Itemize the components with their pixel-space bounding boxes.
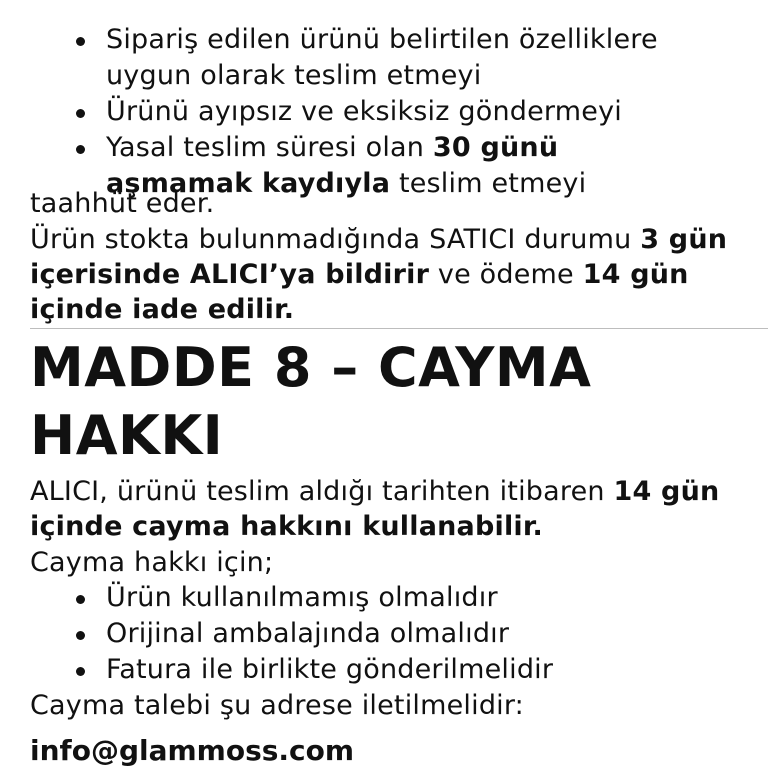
delivery-text-post: teslim etmeyi: [390, 168, 587, 199]
withdrawal-text-bold: 14 gün içinde cayma hakkını kullanabilir.: [30, 476, 720, 542]
stock-text-bold-2: 14 gün içinde iade edilir.: [30, 259, 689, 325]
contact-email[interactable]: info@glammoss.com: [30, 734, 355, 767]
withdrawal-paragraph: [30, 474, 750, 544]
commitment-text: taahhüt eder.: [30, 188, 215, 219]
address-intro: Cayma talebi şu adrese iletilmelidir:: [30, 690, 524, 721]
stock-text-mid: ve ödeme: [429, 259, 583, 290]
delivery-text-pre: Yasal teslim süresi olan: [106, 132, 433, 163]
stock-paragraph: [30, 222, 750, 327]
withdrawal-text-pre: ALICI, ürünü teslim aldığı tarihten itibaren: [30, 476, 614, 507]
list-item: Ürün kullanılmamış olmalıdır: [0, 580, 706, 616]
list-item: Ürünü ayıpsız ve eksiksiz göndermeyi: [0, 94, 706, 130]
section-divider: [30, 328, 768, 329]
stock-text-pre: Ürün stokta bulunmadığında SATICI durumu: [30, 224, 641, 255]
list-item-cutoff: [0, 0, 706, 22]
section-heading: MADDE 8 – CAYMA HAKKI: [30, 336, 592, 467]
conditions-intro: Cayma hakkı için;: [30, 547, 274, 578]
list-item: Sipariş edilen ürünü belirtilen özelliklere uygun olarak teslim etmeyi: [0, 22, 706, 94]
list-item: Fatura ile birlikte gönderilmelidir: [0, 652, 706, 688]
stock-text-bold-1: 3 gün içerisinde ALICI’ya bildirir: [30, 224, 728, 290]
obligations-list: [0, 0, 706, 202]
list-item: Orijinal ambalajında olmalıdır: [0, 616, 706, 652]
conditions-list: [0, 580, 706, 688]
delivery-text-bold: 30 günü aşmamak kaydıyla: [106, 132, 559, 199]
